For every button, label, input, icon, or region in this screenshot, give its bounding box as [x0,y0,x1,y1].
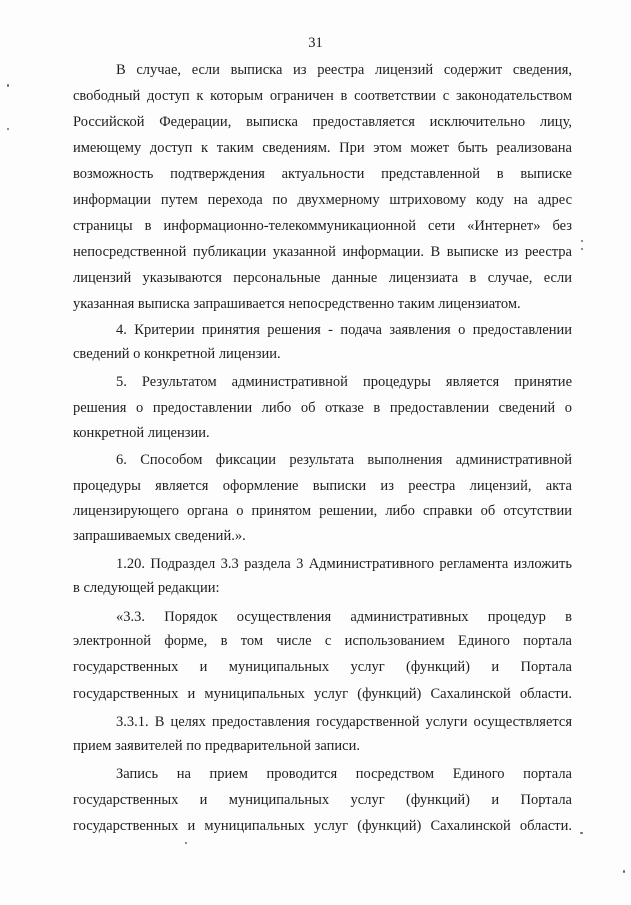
text-line: 3.3.1. В целях предоставления государственной услуги осуществляется [116,714,572,730]
text-line: решения о предоставлении либо об отказе в предоставлении сведений о [73,400,572,416]
text-line: имеющему доступ к таким сведениям. При этом может быть реализована [73,140,572,156]
scan-speck [7,84,9,87]
text-line: процедуры является оформление выписки из реестра лицензий, акта [73,478,572,494]
text-line: сведений о конкретной лицензии. [73,346,281,362]
scan-speck [623,870,625,873]
text-line: запрашиваемых сведений.». [73,528,246,544]
page-number: 31 [308,35,323,51]
text-line: государственных и муниципальных услуг (функций) и Портала [73,659,572,675]
text-line: 4. Критерии принятия решения - подача заявления о предоставлении [116,322,572,338]
scan-speck [185,842,187,844]
text-line: конкретной лицензии. [73,425,210,441]
text-line: государственных и муниципальных услуг (функций) и Портала [73,792,572,808]
text-line: лицензирующего органа о принятом решении, либо справки об отсутствии [73,503,572,519]
text-line: государственных и муниципальных услуг (функций) Сахалинской области. [73,818,572,834]
text-line: 6. Способом фиксации результата выполнения административной [116,452,572,468]
text-line: лицензий указываются персональные данные лицензиата в случае, если [73,270,572,286]
text-line: 5. Результатом административной процедуры является принятие [116,374,572,390]
scan-speck [581,248,583,250]
text-line: В случае, если выписка из реестра лицензий содержит сведения, [116,62,572,78]
text-line: непосредственной публикации указанной информации. В выписке из реестра [73,244,572,260]
text-line: Запись на прием проводится посредством Единого портала [116,766,572,782]
text-line: в следующей редакции: [73,580,220,596]
scan-speck [580,832,583,834]
text-line: возможность подтверждения актуальности представленной в выписке [73,166,572,182]
scan-speck [7,128,9,130]
text-line: прием заявителей по предварительной записи. [73,738,360,754]
scan-speck [581,240,583,242]
text-line: информации путем перехода по двухмерному штриховому коду на адрес [73,192,572,208]
text-line: указанная выписка запрашивается непосредственно таким лицензиатом. [73,296,521,312]
text-line: 1.20. Подраздел 3.3 раздела 3 Административного регламента изложить [116,556,572,572]
text-line: Российской Федерации, выписка предоставляется исключительно лицу, [73,114,572,130]
text-line: государственных и муниципальных услуг (функций) Сахалинской области. [73,686,572,702]
text-line: свободный доступ к которым ограничен в соответствии с законодательством [73,88,572,104]
text-line: электронной форме, в том числе с использованием Единого портала [73,633,572,649]
text-line: страницы в информационно-телекоммуникационной сети «Интернет» без [73,218,572,234]
text-line: «3.3. Порядок осуществления административных процедур в [116,609,572,625]
